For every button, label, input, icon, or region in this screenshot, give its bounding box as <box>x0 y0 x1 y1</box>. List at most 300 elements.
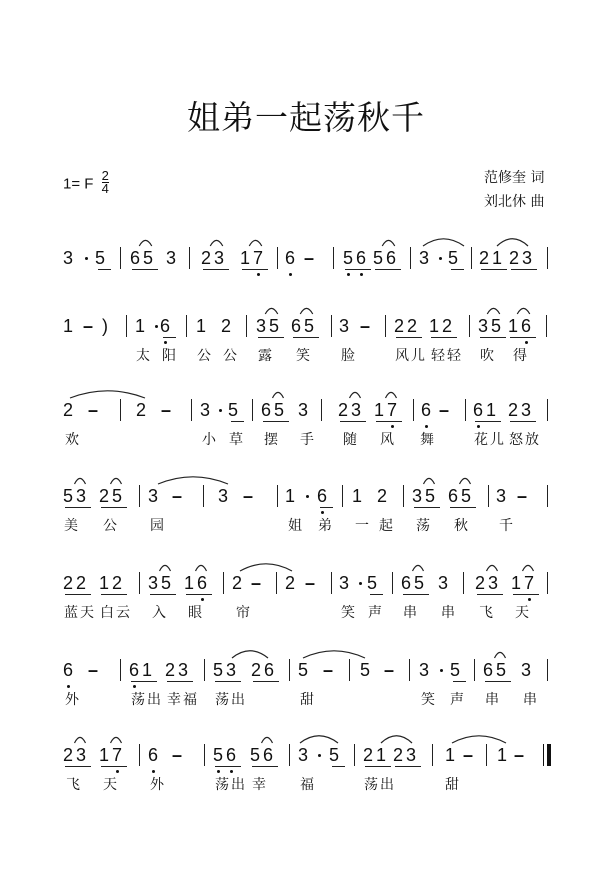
slur-mark <box>154 564 176 571</box>
note: 1 <box>445 745 456 765</box>
key-signature <box>63 168 109 197</box>
dotted-note-dot <box>440 669 443 672</box>
bar-line <box>321 399 322 421</box>
lower-octave-dot <box>133 685 136 688</box>
bar-line <box>333 247 334 269</box>
note: 6 <box>317 486 328 506</box>
bar-line <box>191 399 192 421</box>
slur-mark <box>407 564 429 571</box>
note: 2 <box>221 316 232 336</box>
note: 5 <box>461 486 472 506</box>
lyric-text: 弟 <box>318 518 334 534</box>
lyric-text: 阳 <box>162 348 178 364</box>
note: 6 <box>63 660 74 680</box>
score-row <box>0 400 612 480</box>
note: 1 <box>99 573 110 593</box>
bar-line <box>349 659 350 681</box>
underline-beam <box>332 766 345 767</box>
dotted-note-dot <box>85 257 88 260</box>
lower-octave-dot <box>477 425 480 428</box>
note: 1 <box>240 248 251 268</box>
slur-mark <box>517 564 539 571</box>
slur-mark <box>481 564 503 571</box>
dash-extension: – <box>384 660 395 680</box>
lyric-text: 天 <box>103 777 119 793</box>
note: 5 <box>367 573 378 593</box>
lyric-text: 风儿 <box>395 348 427 364</box>
bar-line <box>204 659 205 681</box>
slur-mark <box>303 650 365 658</box>
note: 3 <box>339 573 350 593</box>
bar-line <box>186 315 187 337</box>
note: 1 <box>508 316 519 336</box>
underline-beam <box>215 766 241 767</box>
lyric-text: 风 <box>380 432 396 448</box>
note: 2 <box>479 248 490 268</box>
underline-beam <box>101 594 127 595</box>
lyric-text: 荡出 <box>215 692 247 708</box>
lower-octave-dot <box>425 425 428 428</box>
note: 5 <box>343 248 354 268</box>
lyric-text: 姐 <box>288 518 304 534</box>
note: ) <box>102 316 108 336</box>
note: 2 <box>508 400 519 420</box>
note: 6 <box>483 660 494 680</box>
lyric-text: 串 <box>403 605 419 621</box>
note: 6 <box>160 316 171 336</box>
dash-extension: – <box>251 573 262 593</box>
dash-extension: – <box>172 745 183 765</box>
lyric-text: 欢 <box>65 432 81 448</box>
note: 6 <box>285 248 296 268</box>
dash-extension: – <box>517 486 528 506</box>
bar-line <box>223 572 224 594</box>
lyric-text: 吹 <box>480 348 496 364</box>
underline-beam <box>320 507 333 508</box>
note: 1 <box>99 745 110 765</box>
lyric-text: 随 <box>343 432 359 448</box>
underline-beam <box>451 269 464 270</box>
slur-mark <box>418 477 440 484</box>
bar-line <box>203 485 204 507</box>
note: 2 <box>475 573 486 593</box>
note: 3 <box>148 486 159 506</box>
dash-extension: – <box>360 316 371 336</box>
note: 5 <box>496 660 507 680</box>
lyric-text: 荡出 <box>364 777 396 793</box>
song-title: 姐弟一起荡秋千 <box>187 98 425 137</box>
note: 5 <box>491 316 502 336</box>
note: 5 <box>228 400 239 420</box>
note: 2 <box>285 573 296 593</box>
lyric-text: 秋 <box>454 518 470 534</box>
note: 5 <box>360 660 371 680</box>
bar-line <box>120 247 121 269</box>
lower-octave-dot <box>217 770 220 773</box>
lower-octave-dot <box>152 770 155 773</box>
score-row <box>0 745 612 825</box>
underline-beam <box>150 594 176 595</box>
note: 3 <box>488 573 499 593</box>
note: 2 <box>393 745 404 765</box>
slur-mark <box>381 735 412 743</box>
note: 1 <box>135 316 146 336</box>
underline-beam <box>365 766 391 767</box>
note: 2 <box>509 248 520 268</box>
note: 1 <box>142 660 153 680</box>
note: 3 <box>178 660 189 680</box>
key-label: 1= F <box>63 175 94 193</box>
dotted-note-dot <box>318 754 321 757</box>
note: 3 <box>63 248 74 268</box>
note: 5 <box>112 486 123 506</box>
bar-line <box>463 572 464 594</box>
note: 3 <box>419 660 430 680</box>
slur-mark <box>158 476 228 484</box>
dash-extension: – <box>88 400 99 420</box>
underline-beam <box>242 269 268 270</box>
underline-beam <box>375 269 401 270</box>
note: 6 <box>401 573 412 593</box>
lower-octave-dot <box>347 273 350 276</box>
note: 6 <box>263 745 274 765</box>
underline-beam <box>231 421 244 422</box>
slur-mark <box>133 239 158 246</box>
lower-octave-dot <box>116 770 119 773</box>
note: 5 <box>298 660 309 680</box>
slur-mark <box>243 239 268 246</box>
note: 5 <box>63 486 74 506</box>
note: 3 <box>412 486 423 506</box>
slur-mark <box>232 650 268 658</box>
note: 6 <box>448 486 459 506</box>
lower-octave-dot <box>289 273 292 276</box>
lyric-text: 声 <box>368 605 384 621</box>
bar-line <box>277 247 278 269</box>
slur-mark <box>69 736 91 743</box>
note: 5 <box>269 316 280 336</box>
slur-mark <box>454 477 476 484</box>
dash-extension: – <box>161 400 172 420</box>
note: 5 <box>213 745 224 765</box>
score-row <box>0 660 612 740</box>
bar-line <box>486 744 487 766</box>
lower-octave-dot <box>391 425 394 428</box>
note: 1 <box>285 486 296 506</box>
underline-beam <box>131 681 157 682</box>
lower-octave-dot <box>230 770 233 773</box>
lyricist-credit: 范修奎 词 <box>484 170 545 186</box>
lyric-text: 帘 <box>236 605 252 621</box>
bar-line <box>547 399 548 421</box>
bar-line <box>204 744 205 766</box>
dotted-note-dot <box>306 495 309 498</box>
note: 3 <box>339 316 350 336</box>
lyric-text: 福 <box>300 777 316 793</box>
lyric-text: 幸 <box>252 777 268 793</box>
underline-beam <box>65 507 91 508</box>
note: 6 <box>421 400 432 420</box>
bar-line <box>252 399 253 421</box>
note: 1 <box>352 486 363 506</box>
lower-octave-dot <box>201 598 204 601</box>
lyric-text: 公 <box>103 518 119 534</box>
final-bar-thin <box>543 744 544 766</box>
note: 3 <box>148 573 159 593</box>
dash-extension: – <box>305 573 316 593</box>
note: 2 <box>363 745 374 765</box>
lower-octave-dot <box>257 273 260 276</box>
lower-octave-dot <box>360 273 363 276</box>
underline-beam <box>370 594 383 595</box>
note: 1 <box>429 316 440 336</box>
lower-octave-dot <box>525 341 528 344</box>
slur-mark <box>267 391 289 398</box>
note: 5 <box>329 745 340 765</box>
note: 6 <box>129 660 140 680</box>
note: 2 <box>112 573 123 593</box>
bar-line <box>289 744 290 766</box>
slur-mark <box>376 239 401 246</box>
underline-beam <box>485 681 511 682</box>
dash-extension: – <box>514 745 525 765</box>
lower-octave-dot <box>164 341 167 344</box>
note: 7 <box>112 745 123 765</box>
lyric-text: 甜 <box>300 692 316 708</box>
underline-beam <box>293 337 319 338</box>
note: 1 <box>486 400 497 420</box>
lyric-text: 一 <box>355 518 371 534</box>
lyric-text: 外 <box>65 692 81 708</box>
lyric-text: 花儿 <box>474 432 506 448</box>
underline-beam <box>163 337 176 338</box>
note: 2 <box>136 400 147 420</box>
underline-beam <box>395 766 421 767</box>
lyric-text: 飞 <box>479 605 495 621</box>
lower-octave-dot <box>67 685 70 688</box>
underline-beam <box>403 594 429 595</box>
bar-line <box>276 572 277 594</box>
note: 2 <box>99 486 110 506</box>
lyric-text: 甜 <box>445 777 461 793</box>
underline-beam <box>132 269 158 270</box>
underline-beam <box>167 681 193 682</box>
bar-line <box>547 485 548 507</box>
note: 2 <box>201 248 212 268</box>
dash-extension: – <box>83 316 94 336</box>
underline-beam <box>345 269 371 270</box>
note: 6 <box>130 248 141 268</box>
slur-mark <box>240 563 292 571</box>
note: 3 <box>214 248 225 268</box>
score-row <box>0 573 612 653</box>
underline-beam <box>258 337 284 338</box>
note: 1 <box>511 573 522 593</box>
lyric-text: 美 <box>64 518 80 534</box>
time-signature-top: 2 <box>101 168 109 183</box>
bar-line <box>392 572 393 594</box>
bar-line <box>139 485 140 507</box>
lyric-text: 摆 <box>264 432 280 448</box>
bar-line <box>139 744 140 766</box>
note: 3 <box>200 400 211 420</box>
underline-beam <box>431 337 457 338</box>
note: 5 <box>425 486 436 506</box>
underline-beam <box>481 269 507 270</box>
note: 3 <box>478 316 489 336</box>
underline-beam <box>263 421 289 422</box>
slur-mark <box>489 651 511 658</box>
lyric-text: 串 <box>441 605 457 621</box>
slur-mark <box>497 238 528 246</box>
underline-beam <box>186 594 212 595</box>
lyric-text: 眼 <box>188 605 204 621</box>
note: 3 <box>76 486 87 506</box>
underline-beam <box>450 507 476 508</box>
bar-line <box>126 315 127 337</box>
note: 6 <box>521 316 532 336</box>
lyric-text: 舞 <box>420 432 436 448</box>
lyric-text: 声 <box>450 692 466 708</box>
note: 3 <box>521 400 532 420</box>
lower-octave-dot <box>321 511 324 514</box>
lyric-text: 草 <box>229 432 245 448</box>
lyric-text: 怒放 <box>509 432 541 448</box>
note: 3 <box>496 486 507 506</box>
underline-beam <box>414 507 440 508</box>
lyric-text: 露 <box>258 348 274 364</box>
lyric-text: 天 <box>515 605 531 621</box>
note: 6 <box>291 316 302 336</box>
lyric-text: 荡出 <box>215 777 247 793</box>
note: 5 <box>450 660 461 680</box>
lyric-text: 笑 <box>341 605 357 621</box>
bar-line <box>403 485 404 507</box>
slur-mark <box>105 736 127 743</box>
lyric-text: 外 <box>150 777 166 793</box>
underline-beam <box>376 421 402 422</box>
note: 5 <box>95 248 106 268</box>
note: 3 <box>226 660 237 680</box>
dotted-note-dot <box>359 582 362 585</box>
note: 1 <box>374 400 385 420</box>
final-bar-thick <box>547 744 551 766</box>
note: 7 <box>253 248 264 268</box>
underline-beam <box>65 594 91 595</box>
underline-beam <box>98 269 111 270</box>
note: 1 <box>196 316 207 336</box>
underline-beam <box>510 421 536 422</box>
note: 2 <box>338 400 349 420</box>
dash-extension: – <box>323 660 334 680</box>
slur-mark <box>105 477 127 484</box>
dotted-note-dot <box>155 325 158 328</box>
dash-extension: – <box>463 745 474 765</box>
dotted-note-dot <box>219 409 222 412</box>
underline-beam <box>65 766 91 767</box>
lyric-text: 小 <box>202 432 218 448</box>
underline-beam <box>101 766 127 767</box>
note: 3 <box>256 316 267 336</box>
lyric-text: 笑 <box>296 348 312 364</box>
underline-beam <box>252 766 278 767</box>
slur-mark <box>423 238 464 246</box>
slur-mark <box>380 391 402 398</box>
slur-mark <box>452 735 506 743</box>
note: 6 <box>264 660 275 680</box>
lyric-text: 飞 <box>66 777 82 793</box>
note: 2 <box>394 316 405 336</box>
lyric-text: 荡 <box>416 518 432 534</box>
lyric-text: 幸福 <box>167 692 199 708</box>
note: 3 <box>218 486 229 506</box>
note: 1 <box>492 248 503 268</box>
bar-line <box>139 572 140 594</box>
time-signature <box>102 170 109 195</box>
note: 7 <box>524 573 535 593</box>
note: 6 <box>356 248 367 268</box>
bar-line <box>354 744 355 766</box>
note: 2 <box>76 573 87 593</box>
note: 1 <box>184 573 195 593</box>
bar-line <box>410 247 411 269</box>
note: 5 <box>161 573 172 593</box>
bar-line <box>277 485 278 507</box>
lyric-text: 脸 <box>341 348 357 364</box>
note: 6 <box>261 400 272 420</box>
slur-mark <box>256 736 278 743</box>
underline-beam <box>511 269 537 270</box>
note: 3 <box>298 745 309 765</box>
lyric-text: 串 <box>523 692 539 708</box>
lyric-text: 手 <box>300 432 316 448</box>
note: 6 <box>226 745 237 765</box>
lyric-text: 起 <box>379 518 395 534</box>
lyric-text: 园 <box>150 518 166 534</box>
bar-line <box>120 659 121 681</box>
note: 2 <box>251 660 262 680</box>
lyric-text: 笑 <box>421 692 437 708</box>
bar-line <box>546 315 547 337</box>
note: 2 <box>377 486 388 506</box>
lyric-text: 荡出 <box>131 692 163 708</box>
slur-mark <box>190 564 212 571</box>
credits <box>484 166 544 214</box>
underline-beam <box>510 337 536 338</box>
underline-beam <box>101 507 127 508</box>
slur-mark <box>204 239 229 246</box>
score-row <box>0 486 612 566</box>
note: 6 <box>197 573 208 593</box>
note: 2 <box>63 745 74 765</box>
note: 3 <box>166 248 177 268</box>
note: 6 <box>148 745 159 765</box>
note: 2 <box>407 316 418 336</box>
bar-line <box>246 315 247 337</box>
note: 7 <box>387 400 398 420</box>
slur-mark <box>481 307 506 314</box>
time-signature-bottom: 4 <box>101 181 109 196</box>
note: 3 <box>351 400 362 420</box>
note: 5 <box>373 248 384 268</box>
bar-line <box>469 315 470 337</box>
note: 1 <box>63 316 74 336</box>
slur-mark <box>300 735 338 743</box>
bar-line <box>120 399 121 421</box>
note: 2 <box>232 573 243 593</box>
lyric-text: 串 <box>485 692 501 708</box>
score-row <box>0 316 612 396</box>
